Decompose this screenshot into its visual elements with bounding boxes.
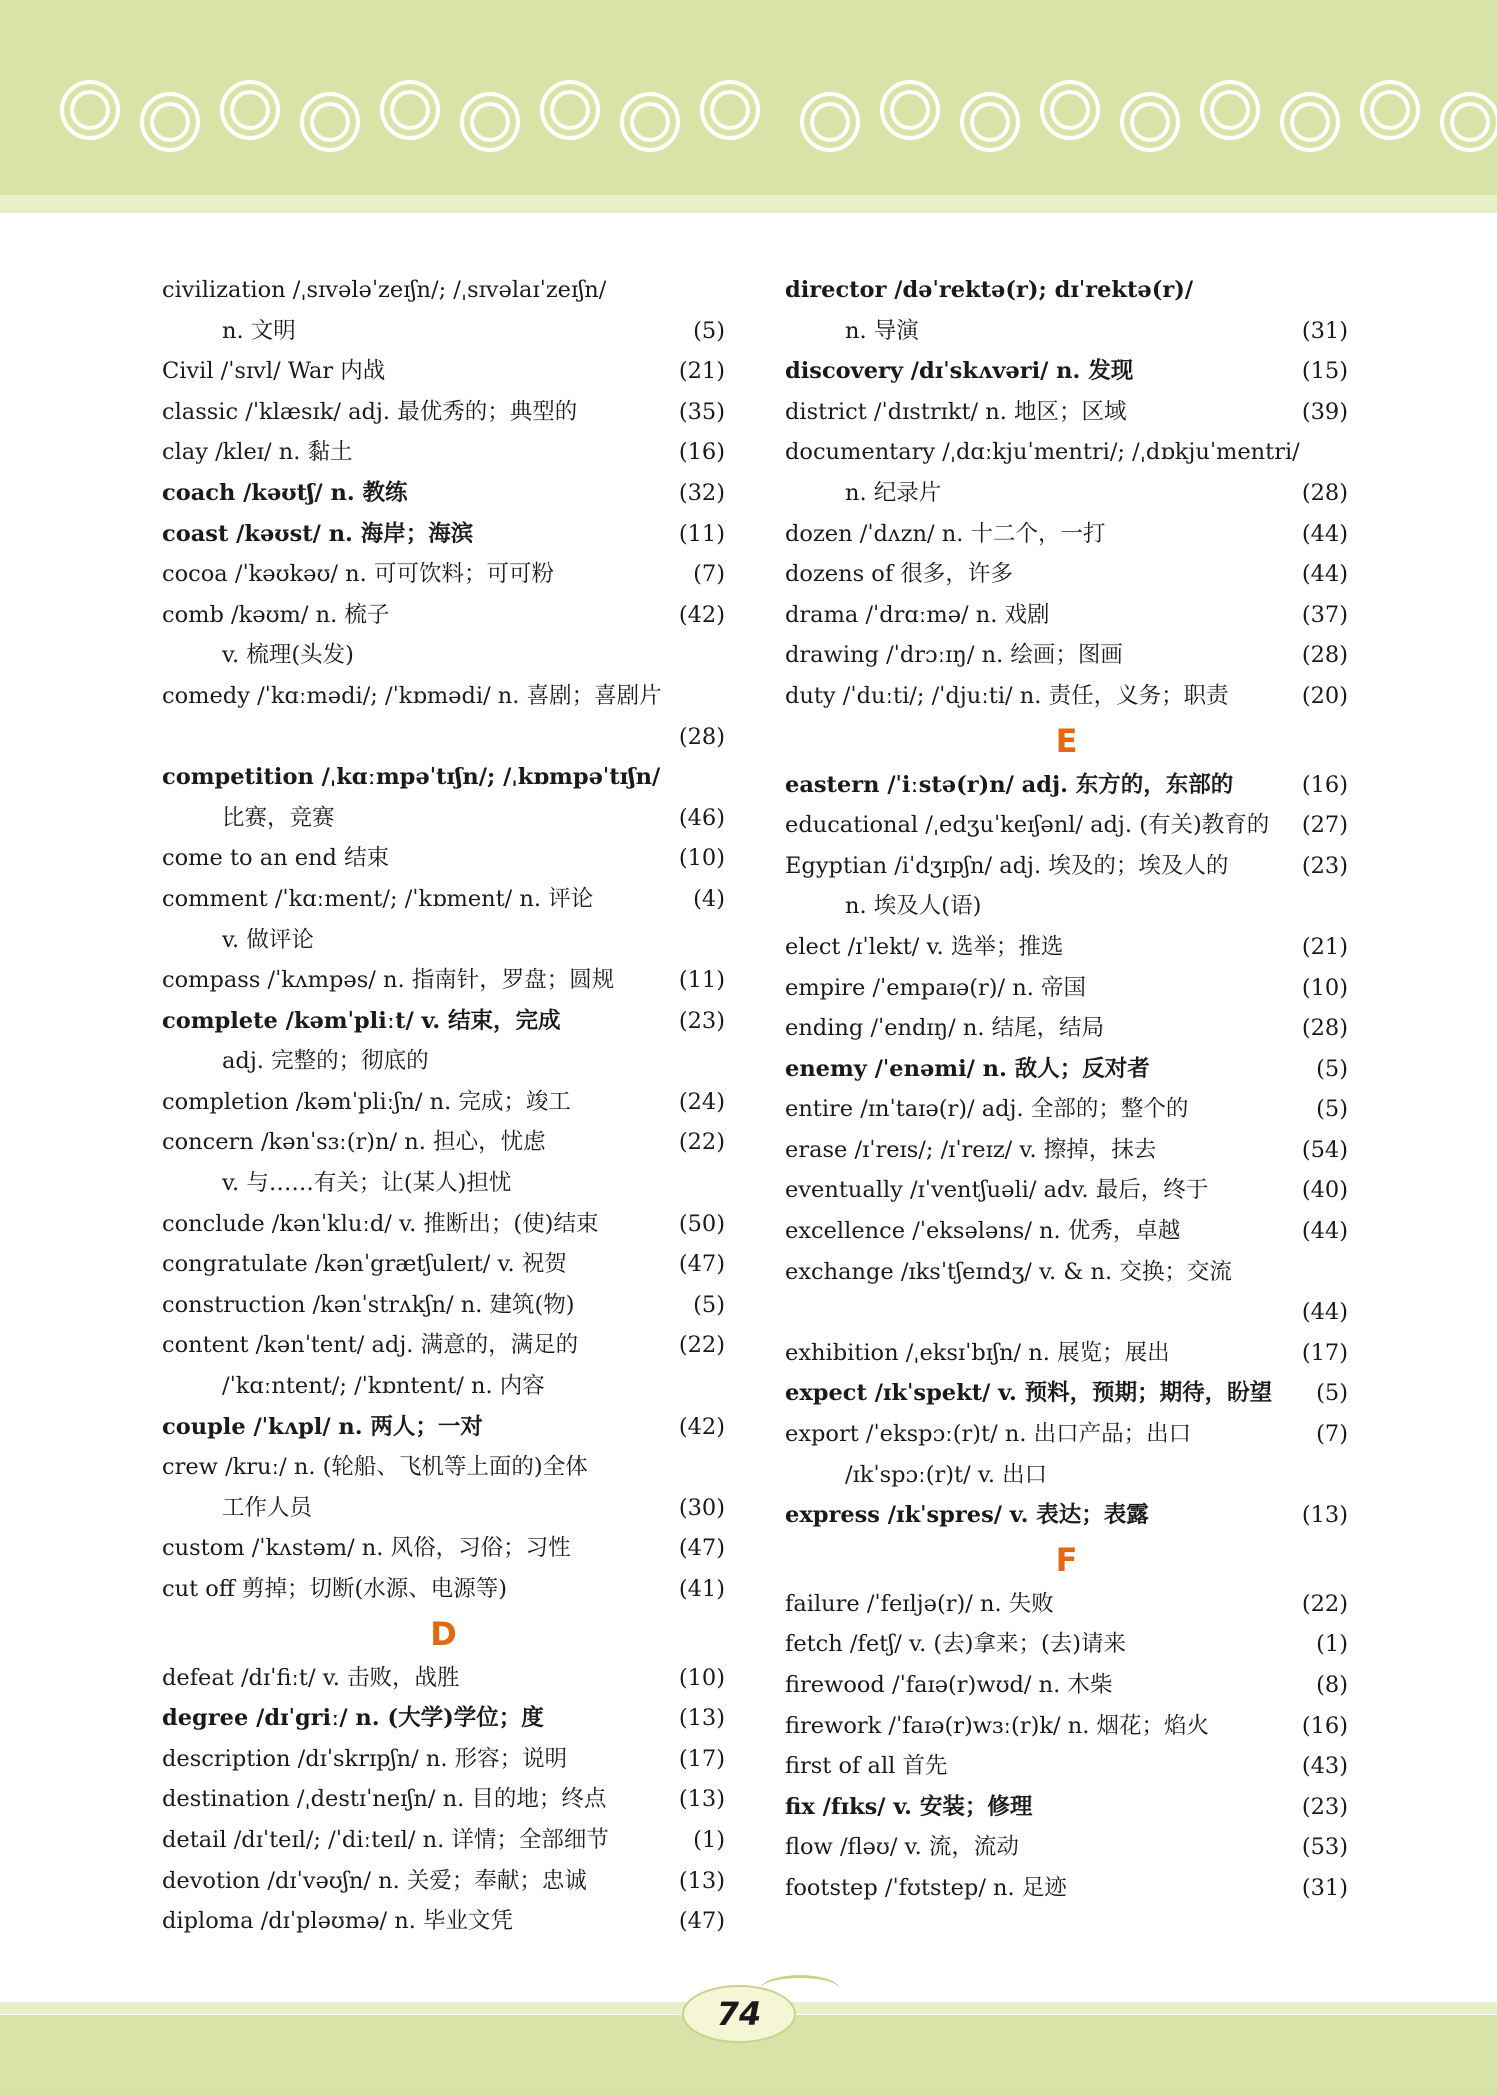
glossary-entry xyxy=(785,1706,1348,1747)
entry-page-ref: (22) xyxy=(1301,1590,1348,1617)
page-number-badge xyxy=(682,1985,796,2043)
entry-text: excellence /ˈeksələns/ n. 优秀，卓越 xyxy=(785,1218,1181,1245)
entry-page-ref: (47) xyxy=(678,1908,725,1935)
glossary-entry xyxy=(785,676,1348,717)
glossary-entry xyxy=(162,1204,725,1245)
entry-text: district /ˈdɪstrɪkt/ n. 地区；区域 xyxy=(785,398,1127,425)
entry-text: Egyptian /iˈdʒɪpʃn/ adj. 埃及的；埃及人的 xyxy=(785,852,1229,879)
glossary-column-right xyxy=(785,270,1348,1909)
entry-text: flow /fləʊ/ v. 流，流动 xyxy=(785,1834,1019,1861)
entry-text: adj. 完整的；彻底的 xyxy=(222,1048,429,1075)
entry-text: come to an end 结束 xyxy=(162,845,390,872)
entry-text: expect /ɪkˈspekt/ v. 预料，预期；期待，盼望 xyxy=(785,1380,1273,1407)
entry-text: export /ˈekspɔː(r)t/ n. 出口产品；出口 xyxy=(785,1421,1192,1448)
entry-page-ref: (28) xyxy=(1301,1015,1348,1042)
glossary-entry xyxy=(162,1488,725,1529)
glossary-entry xyxy=(162,676,725,717)
entry-page-ref: (24) xyxy=(678,1088,725,1115)
ring-ornament xyxy=(800,92,860,152)
entry-text: classic /ˈklæsɪk/ adj. 最优秀的；典型的 xyxy=(162,398,578,425)
glossary-entry xyxy=(785,1373,1348,1414)
glossary-entry xyxy=(162,1244,725,1285)
entry-text: compass /ˈkʌmpəs/ n. 指南针，罗盘；圆规 xyxy=(162,967,615,994)
entry-text: devotion /dɪˈvəʊʃn/ n. 关爱；奉献；忠诚 xyxy=(162,1867,587,1894)
entry-page-ref: (44) xyxy=(1301,1218,1348,1245)
entry-text: educational /ˌedʒuˈkeɪʃənl/ adj. (有关)教育的 xyxy=(785,812,1270,839)
ring-ornament xyxy=(1280,92,1340,152)
entry-page-ref: (31) xyxy=(1301,317,1348,344)
entry-text: entire /ɪnˈtaɪə(r)/ adj. 全部的；整个的 xyxy=(785,1096,1189,1123)
glossary-entry xyxy=(162,1528,725,1569)
entry-text: comedy /ˈkɑːmədi/; /ˈkɒmədi/ n. 喜剧；喜剧片 xyxy=(162,682,662,709)
entry-text: first of all 首先 xyxy=(785,1753,948,1780)
entry-text: firewood /ˈfaɪə(r)wʊd/ n. 木柴 xyxy=(785,1672,1113,1698)
entry-text: eastern /ˈiːstə(r)n/ adj. 东方的，东部的 xyxy=(785,771,1234,798)
entry-text: concern /kənˈsɜː(r)n/ n. 担心，忧虑 xyxy=(162,1129,546,1156)
glossary-entry xyxy=(162,1122,725,1163)
entry-text: construction /kənˈstrʌkʃn/ n. 建筑(物) xyxy=(162,1291,575,1318)
glossary-entry xyxy=(162,1325,725,1366)
entry-text: /ɪkˈspɔː(r)t/ v. 出口 xyxy=(845,1461,1048,1488)
entry-page-ref: (11) xyxy=(678,967,725,994)
entry-page-ref: (13) xyxy=(678,1867,725,1894)
ring-ornament xyxy=(380,80,440,140)
glossary-entry xyxy=(162,311,725,352)
glossary-entry xyxy=(785,1089,1348,1130)
entry-text: complete /kəmˈpliːt/ v. 结束，完成 xyxy=(162,1007,561,1034)
entry-text: coach /kəʊtʃ/ n. 教练 xyxy=(162,479,408,506)
entry-text: fetch /fetʃ/ v. (去)拿来；(去)请来 xyxy=(785,1631,1126,1658)
ring-ornament xyxy=(140,92,200,152)
glossary-entry xyxy=(785,635,1348,676)
glossary-entry xyxy=(785,514,1348,555)
entry-page-ref: (42) xyxy=(678,1413,725,1440)
glossary-entry xyxy=(162,514,725,555)
entry-page-ref: (54) xyxy=(1301,1136,1348,1163)
glossary-entry xyxy=(162,270,725,311)
entry-page-ref: (40) xyxy=(1301,1177,1348,1204)
glossary-entry xyxy=(162,1779,725,1820)
glossary-entry xyxy=(162,1820,725,1861)
entry-page-ref: (5) xyxy=(693,1291,725,1318)
entry-text: custom /ˈkʌstəm/ n. 风俗，习俗；习性 xyxy=(162,1535,571,1562)
entry-page-ref: (20) xyxy=(1301,682,1348,709)
entry-page-ref: (7) xyxy=(693,561,725,588)
entry-text: eventually /ɪˈventʃuəli/ adv. 最后，终于 xyxy=(785,1177,1209,1204)
glossary-entry xyxy=(162,473,725,514)
entry-text: drama /ˈdrɑːmə/ n. 戏剧 xyxy=(785,601,1050,628)
entry-page-ref: (46) xyxy=(678,804,725,831)
entry-text: ending /ˈendɪŋ/ n. 结尾，结局 xyxy=(785,1015,1105,1042)
entry-page-ref: (5) xyxy=(1316,1096,1348,1123)
entry-text: enemy /ˈenəmi/ n. 敌人；反对者 xyxy=(785,1055,1150,1082)
entry-page-ref: (21) xyxy=(678,358,725,385)
section-letter: E xyxy=(1055,721,1078,760)
entry-page-ref: (23) xyxy=(1301,1793,1348,1820)
entry-page-ref: (10) xyxy=(678,845,725,872)
glossary-entry xyxy=(785,765,1348,806)
glossary-entry xyxy=(785,1827,1348,1868)
entry-text: failure /ˈfeɪljə(r)/ n. 失败 xyxy=(785,1590,1054,1617)
entry-text: express /ɪkˈspres/ v. 表达；表露 xyxy=(785,1502,1149,1529)
glossary-entry xyxy=(162,1082,725,1123)
entry-text: director /dəˈrektə(r); dɪˈrektə(r)/ xyxy=(785,277,1194,303)
glossary-entry xyxy=(162,757,725,798)
glossary-entry xyxy=(785,805,1348,846)
entry-text: comb /kəʊm/ n. 梳子 xyxy=(162,601,390,628)
ring-ornament xyxy=(300,92,360,152)
glossary-entry xyxy=(785,1746,1348,1787)
glossary-entry xyxy=(785,1787,1348,1828)
ring-ornament xyxy=(540,80,600,140)
glossary-entry xyxy=(162,838,725,879)
glossary-entry xyxy=(162,351,725,392)
ring-ornament xyxy=(880,80,940,140)
entry-page-ref: (10) xyxy=(678,1664,725,1691)
glossary-entry xyxy=(785,1414,1348,1455)
entry-text: v. 与……有关；让(某人)担忧 xyxy=(222,1170,512,1197)
entry-page-ref: (41) xyxy=(678,1576,725,1602)
entry-page-ref: (44) xyxy=(1301,561,1348,588)
entry-page-ref: (16) xyxy=(678,439,725,466)
ring-ornament xyxy=(460,92,520,152)
ring-ornament xyxy=(1360,80,1420,140)
entry-page-ref: (27) xyxy=(1301,812,1348,839)
glossary-entry xyxy=(162,554,725,595)
section-letter: D xyxy=(430,1614,457,1653)
entry-text: fix /fɪks/ v. 安装；修理 xyxy=(785,1793,1033,1820)
entry-page-ref: (35) xyxy=(678,398,725,425)
glossary-entry xyxy=(162,635,725,676)
entry-page-ref: (47) xyxy=(678,1535,725,1562)
entry-text: 比赛，竞赛 xyxy=(222,804,335,831)
entry-page-ref: (28) xyxy=(1301,642,1348,669)
entry-text: diploma /dɪˈpləʊmə/ n. 毕业文凭 xyxy=(162,1908,514,1935)
glossary-entry xyxy=(162,392,725,433)
entry-page-ref: (32) xyxy=(678,479,725,506)
section-letter: F xyxy=(1055,1540,1078,1579)
entry-text: conclude /kənˈkluːd/ v. 推断出；(使)结束 xyxy=(162,1210,599,1237)
glossary-entry xyxy=(785,886,1348,927)
entry-text: n. 文明 xyxy=(222,317,296,344)
entry-text: cocoa /ˈkəʊkəʊ/ n. 可可饮料；可可粉 xyxy=(162,561,554,588)
entry-page-ref: (50) xyxy=(678,1210,725,1237)
entry-text: clay /kleɪ/ n. 黏土 xyxy=(162,439,353,466)
glossary-entry xyxy=(785,927,1348,968)
glossary-entry xyxy=(785,1624,1348,1665)
entry-page-ref: (1) xyxy=(693,1826,725,1853)
glossary-entry xyxy=(162,1163,725,1204)
entry-page-ref: (43) xyxy=(1301,1753,1348,1780)
entry-text: Civil /ˈsɪvl/ War 内战 xyxy=(162,358,386,385)
entry-page-ref: (22) xyxy=(678,1332,725,1359)
glossary-entry xyxy=(785,846,1348,887)
entry-page-ref: (28) xyxy=(678,723,725,750)
ring-ornament xyxy=(700,80,760,140)
entry-page-ref: (28) xyxy=(1301,479,1348,506)
entry-page-ref: (37) xyxy=(1301,601,1348,628)
glossary-entry xyxy=(162,1698,725,1739)
entry-page-ref: (44) xyxy=(1301,520,1348,547)
glossary-entry xyxy=(162,1569,725,1610)
entry-text: competition /ˌkɑːmpəˈtɪʃn/; /ˌkɒmpəˈtɪʃn/ xyxy=(162,764,661,791)
entry-text: firework /ˈfaɪə(r)wɜː(r)k/ n. 烟花；焰火 xyxy=(785,1712,1210,1739)
entry-text: congratulate /kənˈgrætʃuleɪt/ v. 祝贺 xyxy=(162,1251,567,1278)
glossary-column-left xyxy=(162,270,725,1942)
entry-text: dozens of 很多，许多 xyxy=(785,561,1013,588)
entry-text: destination /ˌdestɪˈneɪʃn/ n. 目的地；终点 xyxy=(162,1786,607,1813)
entry-page-ref: (4) xyxy=(693,885,725,912)
entry-page-ref: (30) xyxy=(678,1494,725,1521)
glossary-entry xyxy=(162,1861,725,1902)
glossary-entry xyxy=(785,1170,1348,1211)
glossary-entry xyxy=(785,968,1348,1009)
glossary-entry xyxy=(785,311,1348,352)
ring-ornament xyxy=(1120,92,1180,152)
entry-page-ref: (39) xyxy=(1301,398,1348,425)
entry-page-ref: (5) xyxy=(1316,1380,1348,1407)
entry-text: discovery /dɪˈskʌvəri/ n. 发现 xyxy=(785,358,1134,385)
entry-text: erase /ɪˈreɪs/; /ɪˈreɪz/ v. 擦掉，抹去 xyxy=(785,1136,1157,1163)
entry-page-ref: (13) xyxy=(678,1705,725,1732)
glossary-entry xyxy=(785,1049,1348,1090)
entry-page-ref: (5) xyxy=(1316,1055,1348,1082)
glossary-entry xyxy=(785,351,1348,392)
glossary-entry xyxy=(785,1211,1348,1252)
entry-text: v. 做评论 xyxy=(222,926,314,953)
glossary-entry xyxy=(162,798,725,839)
glossary-entry xyxy=(162,1001,725,1042)
entry-page-ref: (23) xyxy=(678,1007,725,1034)
glossary-entry xyxy=(162,1407,725,1448)
entry-page-ref: (11) xyxy=(678,520,725,547)
entry-text: dozen /ˈdʌzn/ n. 十二个，一打 xyxy=(785,520,1106,547)
entry-text: cut off 剪掉；切断(水源、电源等) xyxy=(162,1576,508,1602)
entry-page-ref: (31) xyxy=(1301,1874,1348,1901)
glossary-entry xyxy=(785,392,1348,433)
ring-ornament xyxy=(60,80,120,140)
entry-page-ref: (13) xyxy=(678,1786,725,1813)
glossary-entry xyxy=(785,554,1348,595)
entry-text: n. 纪录片 xyxy=(845,479,942,506)
ring-ornament xyxy=(620,92,680,152)
entry-page-ref: (1) xyxy=(1316,1631,1348,1658)
entry-text: crew /kruː/ n. (轮船、飞机等上面的)全体 xyxy=(162,1454,588,1481)
entry-page-ref: (21) xyxy=(1301,933,1348,960)
glossary-entry xyxy=(162,879,725,920)
glossary-entry xyxy=(162,1901,725,1942)
glossary-entry xyxy=(785,1333,1348,1374)
entry-text: duty /ˈduːti/; /ˈdjuːti/ n. 责任，义务；职责 xyxy=(785,682,1229,709)
entry-text: detail /dɪˈteɪl/; /ˈdiːteɪl/ n. 详情；全部细节 xyxy=(162,1826,609,1853)
glossary-entry xyxy=(785,595,1348,636)
header-divider xyxy=(0,195,1497,213)
glossary-entry xyxy=(785,1292,1348,1333)
entry-page-ref: (10) xyxy=(1301,974,1348,1001)
entry-page-ref: (42) xyxy=(678,601,725,628)
glossary-entry xyxy=(162,432,725,473)
entry-text: v. 梳理(头发) xyxy=(222,642,354,669)
entry-page-ref: (5) xyxy=(693,317,725,344)
ring-ornament xyxy=(1040,80,1100,140)
glossary-entry xyxy=(162,717,725,758)
glossary-entry xyxy=(785,1495,1348,1536)
entry-text: civilization /ˌsɪvələˈzeɪʃn/; /ˌsɪvəlaɪˈzeɪʃn/ xyxy=(162,277,607,303)
entry-text: empire /ˈempaɪə(r)/ n. 帝国 xyxy=(785,974,1087,1001)
glossary-entry xyxy=(162,960,725,1001)
glossary-entry xyxy=(785,432,1348,473)
entry-page-ref: (16) xyxy=(1301,1712,1348,1739)
ring-ornament xyxy=(1440,92,1497,152)
glossary-entry xyxy=(162,920,725,961)
entry-text: n. 埃及人(语) xyxy=(845,893,982,920)
entry-text: content /kənˈtent/ adj. 满意的，满足的 xyxy=(162,1332,579,1359)
glossary-entry xyxy=(162,1739,725,1780)
entry-page-ref: (17) xyxy=(678,1745,725,1772)
entry-text: description /dɪˈskrɪpʃn/ n. 形容；说明 xyxy=(162,1745,568,1772)
entry-page-ref: (7) xyxy=(1316,1421,1348,1448)
entry-page-ref: (23) xyxy=(1301,852,1348,879)
glossary-entry xyxy=(162,1366,725,1407)
entry-page-ref: (13) xyxy=(1301,1502,1348,1529)
entry-text: completion /kəmˈpliːʃn/ n. 完成；竣工 xyxy=(162,1088,571,1115)
glossary-entry xyxy=(162,595,725,636)
entry-page-ref: (47) xyxy=(678,1251,725,1278)
glossary-entry xyxy=(785,1130,1348,1171)
glossary-entry xyxy=(785,1252,1348,1293)
entry-text: defeat /dɪˈfiːt/ v. 击败，战胜 xyxy=(162,1664,460,1691)
glossary-entry xyxy=(785,1455,1348,1496)
entry-text: degree /dɪˈgriː/ n. (大学)学位；度 xyxy=(162,1705,544,1732)
glossary-entry xyxy=(162,1658,725,1699)
ring-ornament xyxy=(960,92,1020,152)
entry-text: /ˈkɑːntent/; /ˈkɒntent/ n. 内容 xyxy=(222,1373,545,1400)
entry-page-ref: (16) xyxy=(1301,771,1348,798)
entry-text: drawing /ˈdrɔːɪŋ/ n. 绘画；图画 xyxy=(785,642,1123,669)
ring-ornament xyxy=(1200,80,1260,140)
glossary-entry xyxy=(162,1285,725,1326)
entry-page-ref: (15) xyxy=(1301,358,1348,385)
glossary-entry xyxy=(162,1447,725,1488)
entry-text: exchange /ɪksˈtʃeɪndʒ/ v. & n. 交换；交流 xyxy=(785,1258,1232,1285)
entry-text: couple /ˈkʌpl/ n. 两人；一对 xyxy=(162,1413,483,1440)
entry-page-ref: (17) xyxy=(1301,1339,1348,1366)
entry-text: n. 导演 xyxy=(845,317,919,344)
entry-text: 工作人员 xyxy=(222,1494,313,1521)
entry-page-ref: (8) xyxy=(1316,1672,1348,1698)
entry-text: comment /ˈkɑːment/; /ˈkɒment/ n. 评论 xyxy=(162,885,594,912)
ring-ornament xyxy=(220,80,280,140)
glossary-entry xyxy=(785,1584,1348,1625)
entry-page-ref: (53) xyxy=(1301,1834,1348,1861)
glossary-entry xyxy=(785,270,1348,311)
glossary-entry xyxy=(785,1008,1348,1049)
entry-text: footstep /ˈfʊtstep/ n. 足迹 xyxy=(785,1874,1067,1901)
entry-page-ref: (44) xyxy=(1301,1299,1348,1326)
entry-text: exhibition /ˌeksɪˈbɪʃn/ n. 展览；展出 xyxy=(785,1339,1170,1366)
glossary-entry xyxy=(785,1868,1348,1909)
page-number: 74 xyxy=(716,1995,762,2033)
entry-text: elect /ɪˈlekt/ v. 选举；推选 xyxy=(785,933,1064,960)
glossary-entry xyxy=(162,1041,725,1082)
glossary-entry xyxy=(785,1665,1348,1706)
glossary-entry xyxy=(785,473,1348,514)
entry-text: documentary /ˌdɑːkjuˈmentri/; /ˌdɒkjuˈmentri/ xyxy=(785,439,1300,466)
entry-text: coast /kəʊst/ n. 海岸；海滨 xyxy=(162,520,474,547)
entry-page-ref: (22) xyxy=(678,1129,725,1156)
